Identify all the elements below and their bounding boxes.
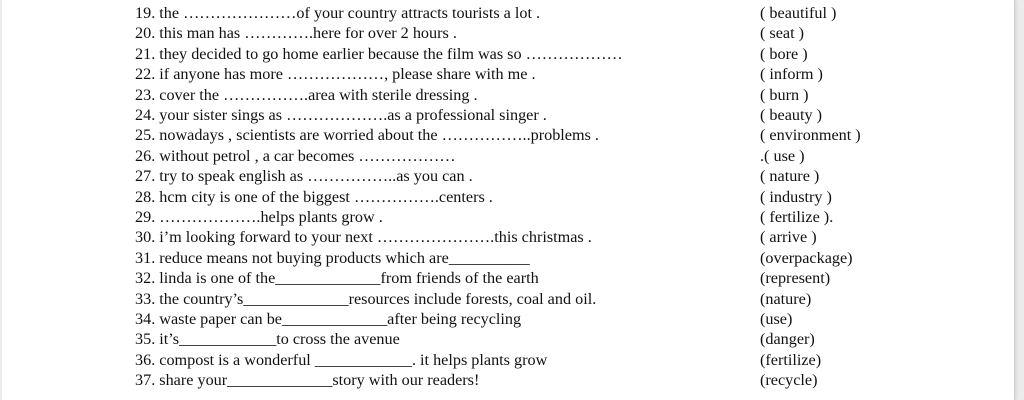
question-text: 25. nowadays , scientists are worried about the ……………..problems . [135,126,599,145]
question-text: 32. linda is one of the_____________from friends of the earth [135,269,539,288]
exercise-line [2,309,1014,329]
word-hint: ( seat ) [760,24,805,43]
exercise-line [2,105,1014,125]
word-hint: ( beautiful ) [760,4,837,22]
question-text: 31. reduce means not buying products which are__________ [135,248,530,267]
word-hint: ( burn ) [760,85,809,104]
exercise-line [2,44,1014,64]
exercise-line [2,125,1014,145]
question-text: 30. i’m looking forward to your next ………………….this christmas . [135,228,592,247]
question-text: 20. this man has ………….here for over 2 hours . [135,24,457,43]
word-hint: ( beauty ) [760,106,823,124]
exercise-line [2,350,1014,370]
word-hint: ( bore ) [760,44,808,63]
document-page [2,0,1015,400]
question-text: 19. the …………………of your country attracts tourists a lot . [135,4,541,22]
word-hint: ( fertilize ). [760,208,834,226]
exercise-line [2,227,1014,247]
word-hint: (nature) [760,289,812,308]
word-hint: (danger) [760,330,815,349]
question-text: 36. compost is a wonderful ____________. it helps plants grow [135,350,548,369]
question-text: 24. your sister sings as ……………….as a professional singer . [135,106,547,124]
question-text: 22. if anyone has more ………………, please share with me . [135,65,536,84]
exercise-line [2,268,1014,288]
exercise-line [2,3,1014,23]
exercise-line [2,146,1014,166]
word-hint: (fertilize) [760,350,822,369]
question-text: 28. hcm city is one of the biggest …………….centers . [135,187,493,206]
word-hint: .( use ) [760,146,805,165]
exercise-line [2,166,1014,186]
exercise-line [2,23,1014,43]
question-text: 26. without petrol , a car becomes ……………… [135,146,456,165]
question-text: 29. ……………….helps plants grow . [135,208,383,226]
question-text: 34. waste paper can be_____________after being recycling [135,310,522,328]
exercise-line [2,64,1014,84]
exercise-line [2,370,1014,390]
word-hint: (use) [760,310,793,328]
question-text: 37. share your_____________story with our readers! [135,371,480,390]
question-text: 33. the country’s_____________resources include forests, coal and oil. [135,289,597,308]
question-text: 23. cover the …………….area with sterile dressing . [135,85,478,104]
question-text: 27. try to speak english as ……………..as you can . [135,167,473,186]
word-hint: (overpackage) [760,248,853,267]
word-hint: (represent) [760,269,831,288]
exercise-line [2,329,1014,349]
word-hint: ( nature ) [760,167,820,186]
word-hint: ( inform ) [760,65,823,84]
exercise-line [2,248,1014,268]
question-text: 35. it’s____________to cross the avenue [135,330,400,349]
word-hint: ( arrive ) [760,228,817,247]
word-hint: (recycle) [760,371,818,390]
exercise-line [2,289,1014,309]
word-hint: ( environment ) [760,126,861,145]
word-hint: ( industry ) [760,187,832,206]
exercise-line [2,187,1014,207]
exercise-line [2,207,1014,227]
exercise-line [2,85,1014,105]
question-text: 21. they decided to go home earlier because the film was so ……………… [135,44,623,63]
